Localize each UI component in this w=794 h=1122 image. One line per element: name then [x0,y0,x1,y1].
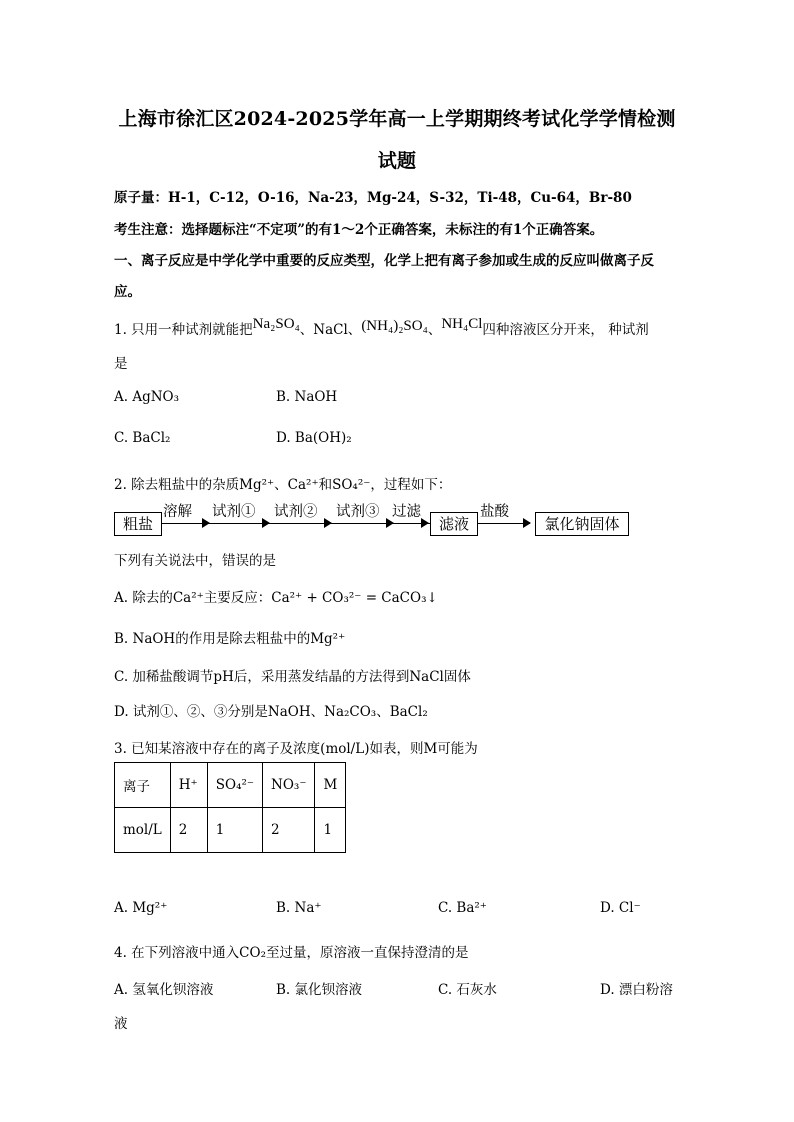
q2-option-d[interactable]: D. 试剂①、②、③分别是NaOH、Na₂CO₃、BaCl₂ [114,704,428,720]
exam-notice: 考生注意：选择题标注“不定项”的有1～2个正确答案，未标注的有1个正确答案。 [114,222,604,238]
question-4-stem: 4. 在下列溶液中通入CO₂至过量，原溶液一直保持澄清的是 [114,945,469,961]
q2-option-a[interactable]: A. 除去的Ca²⁺主要反应：Ca²⁺ + CO₃²⁻ = CaCO₃↓ [114,590,438,606]
question-3-stem: 3. 已知某溶液中存在的离子及浓度(mol/L)如表，则M可能为 [114,741,478,757]
table-cell: mol/L [115,808,171,853]
q2-option-c[interactable]: C. 加稀盐酸调节pH后，采用蒸发结晶的方法得到NaCl固体 [114,669,471,685]
table-header-row [115,763,346,808]
table-cell: 2 [263,808,315,853]
table-header-cell: SO₄²⁻ [207,763,262,808]
question-2-stem: 2. 除去粗盐中的杂质Mg²⁺、Ca²⁺和SO₄²⁻，过程如下： [114,477,452,493]
formula-nh4cl: NH₄Cl [441,316,483,332]
q3-option-a[interactable]: A. Mg²⁺ [114,900,168,916]
table-row [115,808,346,853]
purification-flow-diagram [114,506,634,540]
section-heading-cont: 应。 [114,284,141,300]
table-header-cell: M [315,763,346,808]
question-1-stem: 1. 只用一种试剂就能把Na₂SO₄、NaCl、(NH₄)₂SO₄、NH₄Cl四种溶液区分开来， 种试剂 [114,316,649,338]
flow-label-reagent-1: 试剂① [212,504,256,520]
q3-option-c[interactable]: C. Ba²⁺ [438,900,487,916]
q4-option-d[interactable]: D. 漂白粉溶 [600,982,673,998]
q4-option-b[interactable]: B. 氯化钡溶液 [276,982,363,998]
flow-arrowhead [523,518,531,528]
flow-label-filter: 过滤 [392,504,421,520]
flow-label-dissolve: 溶解 [163,504,192,520]
question-2-prompt: 下列有关说法中，错误的是 [114,553,276,569]
flow-label-reagent-3: 试剂③ [336,504,380,520]
page-title: 上海市徐汇区2024-2025学年高一上学期期终考试化学学情检测 [118,108,676,130]
question-1-stem-cont: 是 [114,356,128,372]
ion-concentration-table [114,762,346,853]
flow-arrowhead [324,518,332,528]
q4-option-d-wrap: 液 [114,1016,128,1032]
formula-nh4-2so4: (NH₄)₂SO₄ [361,318,428,334]
flow-label-reagent-2: 试剂② [274,504,318,520]
flow-box-end: 氯化钠固体 [535,512,629,536]
table-cell: 2 [170,808,207,853]
q1-option-a[interactable]: A. AgNO₃ [114,389,180,405]
flow-box-start: 粗盐 [114,512,162,536]
q3-option-d[interactable]: D. Cl⁻ [600,900,641,916]
q3-option-b[interactable]: B. Na⁺ [276,900,322,916]
section-heading: 一、离子反应是中学化学中重要的反应类型，化学上把有离子参加或生成的反应叫做离子反 [114,253,654,269]
flow-box-filtrate: 滤液 [430,512,478,536]
flow-arrowhead [202,518,210,528]
table-header-cell: 离子 [115,763,171,808]
atomic-masses: 原子量：H-1，C-12，O-16，Na-23，Mg-24，S-32，Ti-48，Cu-64，Br-80 [114,190,632,206]
flow-arrowhead [421,518,429,528]
table-header-cell: H⁺ [170,763,207,808]
q4-option-a[interactable]: A. 氢氧化钡溶液 [114,982,214,998]
q1-option-c[interactable]: C. BaCl₂ [114,430,171,446]
q1-option-b[interactable]: B. NaOH [276,389,338,405]
table-cell: 1 [207,808,262,853]
page-title-line2: 试题 [377,150,417,172]
q1-option-d[interactable]: D. Ba(OH)₂ [276,430,352,446]
table-header-cell: NO₃⁻ [263,763,315,808]
formula-na2so4: Na₂SO₄ [252,316,300,332]
q4-option-c[interactable]: C. 石灰水 [438,982,497,998]
flow-arrowhead [262,518,270,528]
table-cell: 1 [315,808,346,853]
q2-option-b[interactable]: B. NaOH的作用是除去粗盐中的Mg²⁺ [114,631,346,647]
flow-label-hcl: 盐酸 [480,504,509,520]
